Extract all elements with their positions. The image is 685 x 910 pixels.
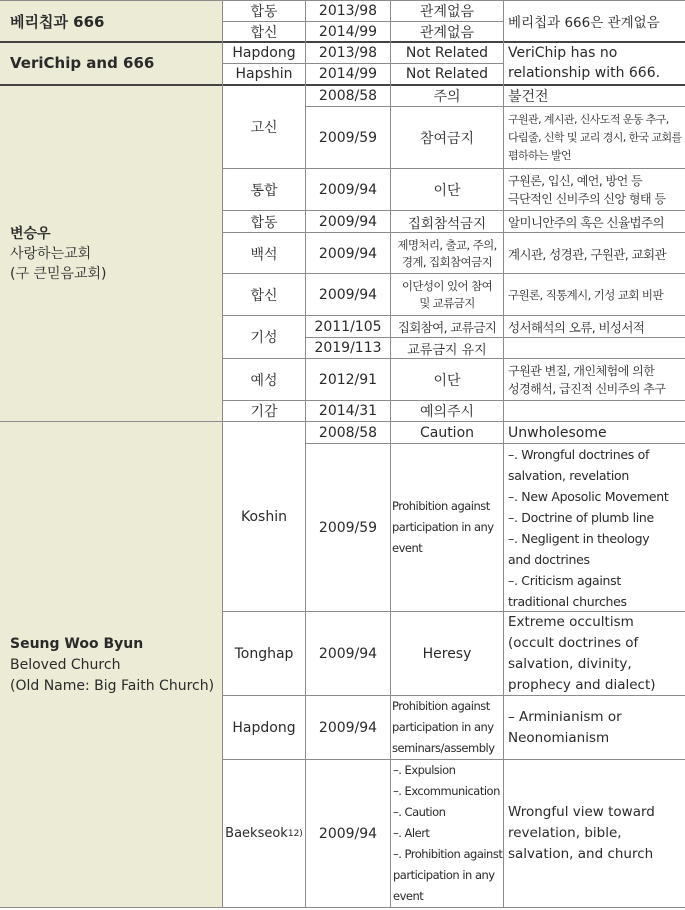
year-cell: 2009/94 — [318, 245, 378, 262]
reason-cell: 성서해석의 오류, 비성서적 — [508, 319, 645, 335]
decision-cell: Caution — [419, 424, 475, 441]
year-cell: 2009/94 — [318, 286, 378, 303]
year-cell: 2009/94 — [318, 213, 378, 230]
reason-cell: Extreme occultism (occult doctrines of salvation, divinity, prophecy and dialect) — [508, 613, 656, 693]
decision-cell: 이단성이 있어 참여 및 교류금지 — [401, 278, 493, 310]
church-hapshin-en: Hapshin — [235, 65, 293, 82]
decision-cell: Prohibition against participation in any event — [392, 499, 494, 555]
year-cell: 2014/99 — [318, 65, 378, 82]
church-koshin-ko: 고신 — [250, 120, 278, 136]
year-cell: 2014/31 — [318, 403, 378, 419]
year-cell: 2008/58 — [318, 87, 378, 104]
decision-cell: 관계없음 — [419, 3, 475, 20]
reason-cell: 구원관 변질, 개인체험에 의한 성경해석, 급진적 신비주의 추구 — [508, 363, 666, 396]
decision-cell: 교류금지 유지 — [407, 342, 487, 358]
year-cell: 2013/98 — [318, 44, 378, 61]
year-cell: 2008/58 — [318, 424, 378, 441]
year-cell: 2014/99 — [318, 23, 378, 40]
decision-cell: Not Related — [405, 65, 489, 82]
decision-cell: 주의 — [433, 88, 461, 105]
decision-cell: –. Expulsion –. Excommunication –. Caution –. Alert –. Prohibition against participation in any event — [393, 763, 503, 903]
reason-cell: Wrongful view toward revelation, bible, salvation, and church — [508, 804, 655, 862]
year-cell: 2013/98 — [318, 2, 378, 19]
church-tonghap-en: Tonghap — [234, 645, 294, 662]
decision-cell: 집회참여, 교류금지 — [397, 319, 497, 335]
reason-cell: VeriChip has no relationship with 666. — [508, 45, 661, 81]
reason-cell: 불건전 — [508, 88, 549, 105]
topic-cell-en — [0, 42, 223, 84]
year-cell: 2009/59 — [318, 130, 378, 146]
person-name-en: Seung Woo Byun — [10, 635, 144, 652]
church-kisung-ko: 기성 — [250, 330, 278, 346]
church-yesung-ko: 예성 — [250, 372, 278, 389]
church-oldname-ko: (구 큰믿음교회) — [10, 265, 107, 282]
church-hapshin-ko: 합신 — [250, 24, 278, 41]
church-koshin-en: Koshin — [241, 508, 287, 525]
reason-cell: –. Wrongful doctrines of salvation, revelation –. New Aposolic Movement –. Doctrine of plumb line –. Negligent in theology and doctrines –. Criticism against traditional churches — [508, 446, 669, 609]
year-cell: 2012/91 — [318, 371, 378, 388]
church-name-en: Beloved Church — [10, 656, 121, 673]
person-cell-ko — [0, 85, 223, 422]
year-cell: 2009/59 — [318, 519, 378, 536]
year-cell: 2019/113 — [314, 340, 382, 356]
decision-cell: Not Related — [405, 44, 489, 61]
church-hapdong-en: Hapdong — [232, 44, 296, 61]
church-hapdong-ko: 합동 — [250, 214, 278, 231]
topic-cell-ko — [0, 0, 223, 42]
year-cell: 2009/94 — [318, 719, 378, 736]
person-cell-en — [0, 422, 223, 908]
decision-cell: 예의주시 — [419, 404, 475, 420]
church-baekseok-en: Baekseok 12) — [225, 826, 303, 841]
reason-cell: 베리칩과 666은 관계없음 — [508, 15, 660, 31]
footnote-marker: 12) — [287, 828, 303, 839]
church-tonghap-ko: 통합 — [250, 182, 278, 199]
year-cell: 2011/105 — [314, 318, 382, 335]
church-name-ko: 사랑하는교회 — [10, 245, 92, 262]
reason-cell: 구원관, 계시관, 신사도적 운동 추구, 다림줄, 신학 및 교리 경시, 한국 교회를 폄하하는 발언 — [508, 113, 682, 162]
church-hapdong-en: Hapdong — [232, 719, 296, 736]
year-cell: 2009/94 — [318, 645, 378, 662]
decision-cell: Heresy — [422, 645, 472, 662]
reason-cell: – Arminianism or Neonomianism — [508, 708, 622, 746]
reason-cell: 구원론, 직통계시, 기성 교회 비판 — [508, 287, 663, 302]
decision-cell: 집회참석금지 — [407, 215, 487, 232]
topic-ko: 베리칩과 666 — [10, 12, 105, 31]
decision-cell: 참여금지 — [419, 131, 475, 147]
topic-en: VeriChip and 666 — [10, 54, 155, 72]
church-hapshin-ko: 합신 — [250, 287, 278, 304]
decision-cell: 이단 — [433, 372, 461, 389]
decision-cell: 제명처리, 출교, 주의, 경계, 집회참여금지 — [397, 237, 497, 269]
decision-cell: 관계없음 — [419, 24, 475, 41]
church-hapdong-ko: 합동 — [250, 3, 278, 20]
reason-cell: Unwholesome — [508, 424, 607, 441]
person-name-ko: 변승우 — [10, 225, 51, 242]
reason-cell: 알미니안주의 혹은 신율법주의 — [508, 214, 664, 230]
church-oldname-en: (Old Name: Big Faith Church) — [10, 677, 215, 694]
church-baekseok-ko: 백석 — [250, 246, 278, 263]
year-cell: 2009/94 — [318, 181, 378, 198]
decision-cell: Prohibition against participation in any seminars/assembly — [392, 699, 495, 755]
reason-cell: 계시관, 성경관, 구원관, 교회관 — [508, 246, 666, 262]
year-cell: 2009/94 — [318, 825, 378, 842]
decision-cell: 이단 — [433, 182, 461, 199]
reason-cell: 구원론, 입신, 예언, 방언 등 극단적인 신비주의 신앙 형태 등 — [508, 173, 666, 206]
church-kigam-ko: 기감 — [250, 404, 278, 420]
